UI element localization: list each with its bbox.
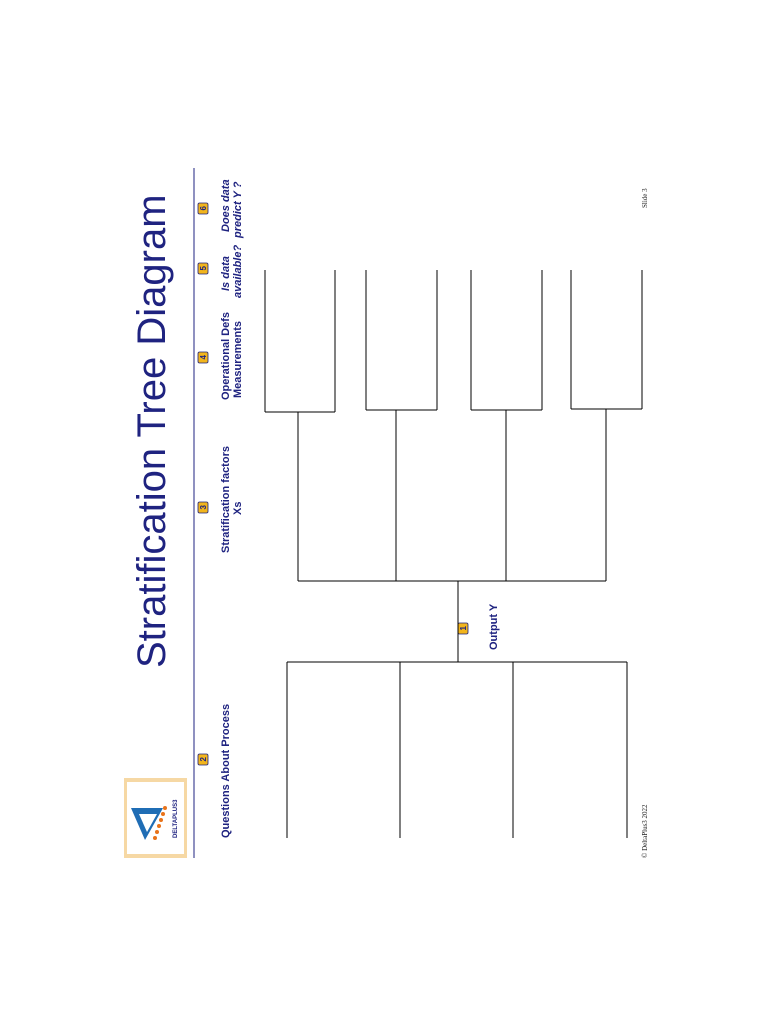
- page-title: Stratification Tree Diagram: [130, 194, 174, 668]
- svg-text:5: 5: [199, 266, 208, 271]
- column-header-questions: [198, 704, 232, 838]
- deltaplus3-logo: [124, 778, 187, 858]
- stratification-branches: [298, 409, 606, 581]
- column-header-operational-defs: [198, 312, 244, 400]
- column-header-stratification-factors: [198, 446, 244, 553]
- questions-bracket: [287, 662, 627, 838]
- header-is-data: Is data: [220, 256, 232, 291]
- svg-text:4: 4: [199, 355, 208, 360]
- svg-text:3: 3: [199, 505, 208, 510]
- svg-text:2: 2: [199, 757, 208, 762]
- column-header-is-data-available: [198, 245, 244, 298]
- svg-text:6: 6: [199, 206, 208, 211]
- logo-text: DELTAPLUS3: [173, 799, 179, 838]
- copyright-text: © DeltaPlus3 2022: [641, 804, 649, 858]
- slide-number: Slide 3: [641, 188, 649, 208]
- header-stratification-factors: Stratification factors: [220, 446, 232, 553]
- header-predict-y: predict Y ?: [232, 181, 244, 238]
- svg-text:1: 1: [459, 626, 468, 631]
- header-output-y: Output Y: [488, 603, 500, 650]
- header-questions-about-process: Questions About Process: [220, 703, 232, 838]
- operational-defs-brackets: [265, 270, 642, 412]
- header-does-data: Does data: [220, 179, 232, 232]
- header-measurements: Measurements: [232, 320, 244, 398]
- column-header-does-data-predict: [198, 179, 244, 239]
- header-available: available?: [232, 244, 244, 298]
- header-xs: Xs: [232, 501, 244, 515]
- column-header-output-y: [458, 603, 500, 650]
- header-operational-defs: Operational Defs: [220, 311, 232, 400]
- output-y-connector: [298, 581, 606, 662]
